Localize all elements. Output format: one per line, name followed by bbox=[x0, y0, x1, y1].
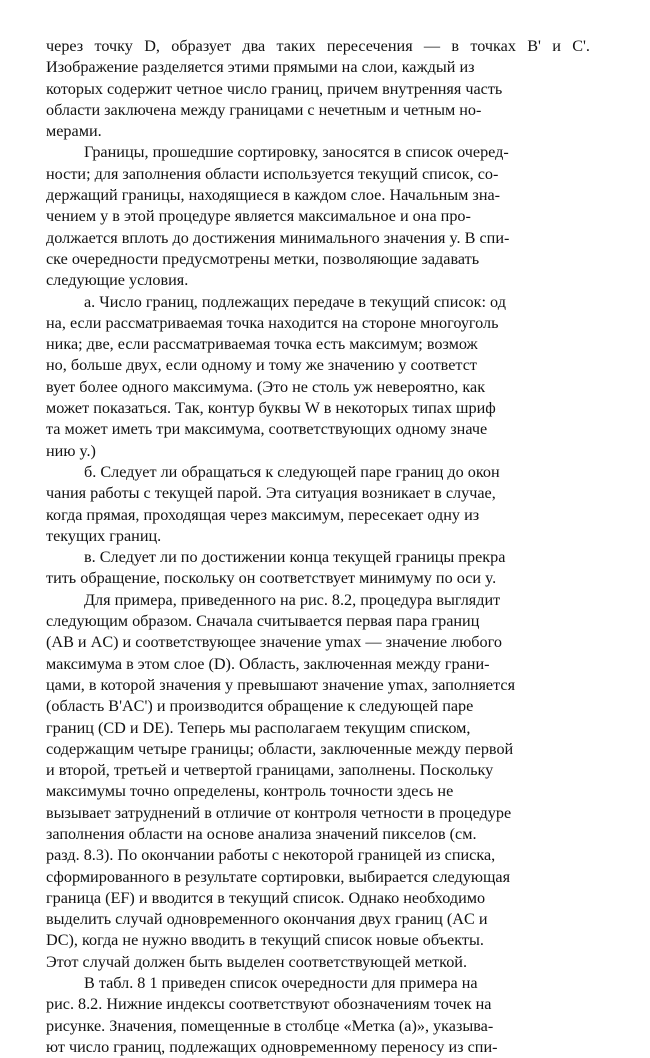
text-line: а. Число границ, подлежащих передаче в текущий список: од bbox=[84, 292, 506, 311]
text-line: и второй, третьей и четвертой границами, заполнены. Поскольку bbox=[46, 761, 494, 780]
text-line: разд. 8.3). По окончании работы с некоторой границей из списка, bbox=[46, 846, 496, 865]
text-line: чания работы с текущей парой. Эта ситуация возникает в случае, bbox=[46, 484, 496, 503]
text-line: цами, в которой значения y превышают значение ymax, заполняется bbox=[46, 675, 516, 694]
text-line: б. Следует ли обращаться к следующей паре границ до окон bbox=[84, 462, 500, 481]
text-line: ности; для заполнения области используется текущий список, со- bbox=[46, 164, 499, 183]
text-line: В табл. 8 1 приведен список очередности для примера на bbox=[84, 974, 478, 993]
text-line: Для примера, приведенного на рис. 8.2, процедура выглядит bbox=[84, 590, 501, 609]
text-line: следующие условия. bbox=[46, 271, 189, 290]
text-line: Этот случай должен быть выделен соответствующей меткой. bbox=[46, 952, 468, 971]
text-line: тить обращение, поскольку он соответствует минимуму по оси y. bbox=[46, 569, 497, 588]
list-item-a bbox=[46, 292, 590, 462]
text-line: через точку D, образует два таких пересечения — в точках B' и C'. bbox=[46, 37, 590, 55]
text-line: содержащим четыре границы; области, заключенные между первой bbox=[46, 739, 514, 758]
text-line: Границы, прошедшие сортировку, заносятся в список очеред- bbox=[84, 143, 509, 162]
text-line: когда прямая, проходящая через максимум, пересекает одну из bbox=[46, 505, 480, 524]
text-line: держащий границы, находящиеся в каждом слое. Начальным зна- bbox=[46, 186, 501, 205]
text-line: та может иметь три максимума, соответствующих одному значе bbox=[46, 420, 488, 439]
text-line: но, больше двух, если одному и тому же значению y соответст bbox=[46, 356, 477, 375]
text-line: должается вплоть до достижения минимального значения y. В спи- bbox=[46, 228, 510, 247]
text-line: ника; две, если рассматриваемая точка есть максимум; возмож bbox=[46, 335, 478, 354]
text-line: области заключена между границами с нечетным и четным но- bbox=[46, 100, 482, 119]
text-line: мерами. bbox=[46, 122, 102, 141]
text-line: выделить случай одновременного окончания двух границ (AC и bbox=[46, 910, 488, 929]
text-line: текущих границ. bbox=[46, 526, 162, 545]
text-line: чением y в этой процедуре является максимальное и она про- bbox=[46, 207, 471, 226]
list-item-c bbox=[46, 547, 590, 590]
text-line: ске очередности предусмотрены метки, позволяющие задавать bbox=[46, 249, 480, 268]
text-line: следующим образом. Сначала считывается первая пара границ bbox=[46, 612, 480, 631]
text-line: ют число границ, подлежащих одновременному переносу из спи- bbox=[46, 1037, 498, 1056]
paragraph bbox=[46, 973, 590, 1058]
text-line: вует более одного максимума. (Это не столь уж невероятно, как bbox=[46, 377, 486, 396]
text-line: нию y.) bbox=[46, 441, 96, 460]
text-line: на, если рассматриваемая точка находится на стороне многоуголь bbox=[46, 313, 499, 332]
text-line: в. Следует ли по достижении конца текущей границы прекра bbox=[84, 548, 506, 567]
text-line: заполнения области на основе анализа значений пикселов (см. bbox=[46, 824, 477, 843]
text-line: сформированного в результате сортировки, выбирается следующая bbox=[46, 867, 511, 886]
paragraph bbox=[46, 36, 590, 142]
text-line: рисунке. Значения, помещенные в столбце «Метка (а)», указыва- bbox=[46, 1016, 494, 1035]
text-line: Изображение разделяется этими прямыми на слои, каждый из bbox=[46, 58, 475, 77]
text-line: которых содержит четное число границ, причем внутренняя часть bbox=[46, 79, 503, 98]
text-line: максимумы точно определены, контроль точности здесь не bbox=[46, 782, 454, 801]
text-line: граница (EF) и вводится в текущий список. Однако необходимо bbox=[46, 888, 486, 907]
text-line: может показаться. Так, контур буквы W в некоторых типах шриф bbox=[46, 399, 496, 418]
list-item-b bbox=[46, 462, 590, 547]
text-line: (AB и AC) и соответствующее значение ymax — значение любого bbox=[46, 633, 502, 652]
text-line: DC), когда не нужно вводить в текущий список новые объекты. bbox=[46, 931, 484, 950]
text-line: рис. 8.2. Нижние индексы соответствуют обозначениям точек на bbox=[46, 995, 492, 1014]
text-line: границ (CD и DE). Теперь мы располагаем текущим списком, bbox=[46, 718, 471, 737]
text-line: (область B'AC') и производится обращение к следующей паре bbox=[46, 697, 474, 716]
text-line: максимума в этом слое (D). Область, заключенная между грани- bbox=[46, 654, 490, 673]
paragraph bbox=[46, 142, 590, 291]
text-line: вызывает затруднений в отличие от контроля четности в процедуре bbox=[46, 803, 512, 822]
